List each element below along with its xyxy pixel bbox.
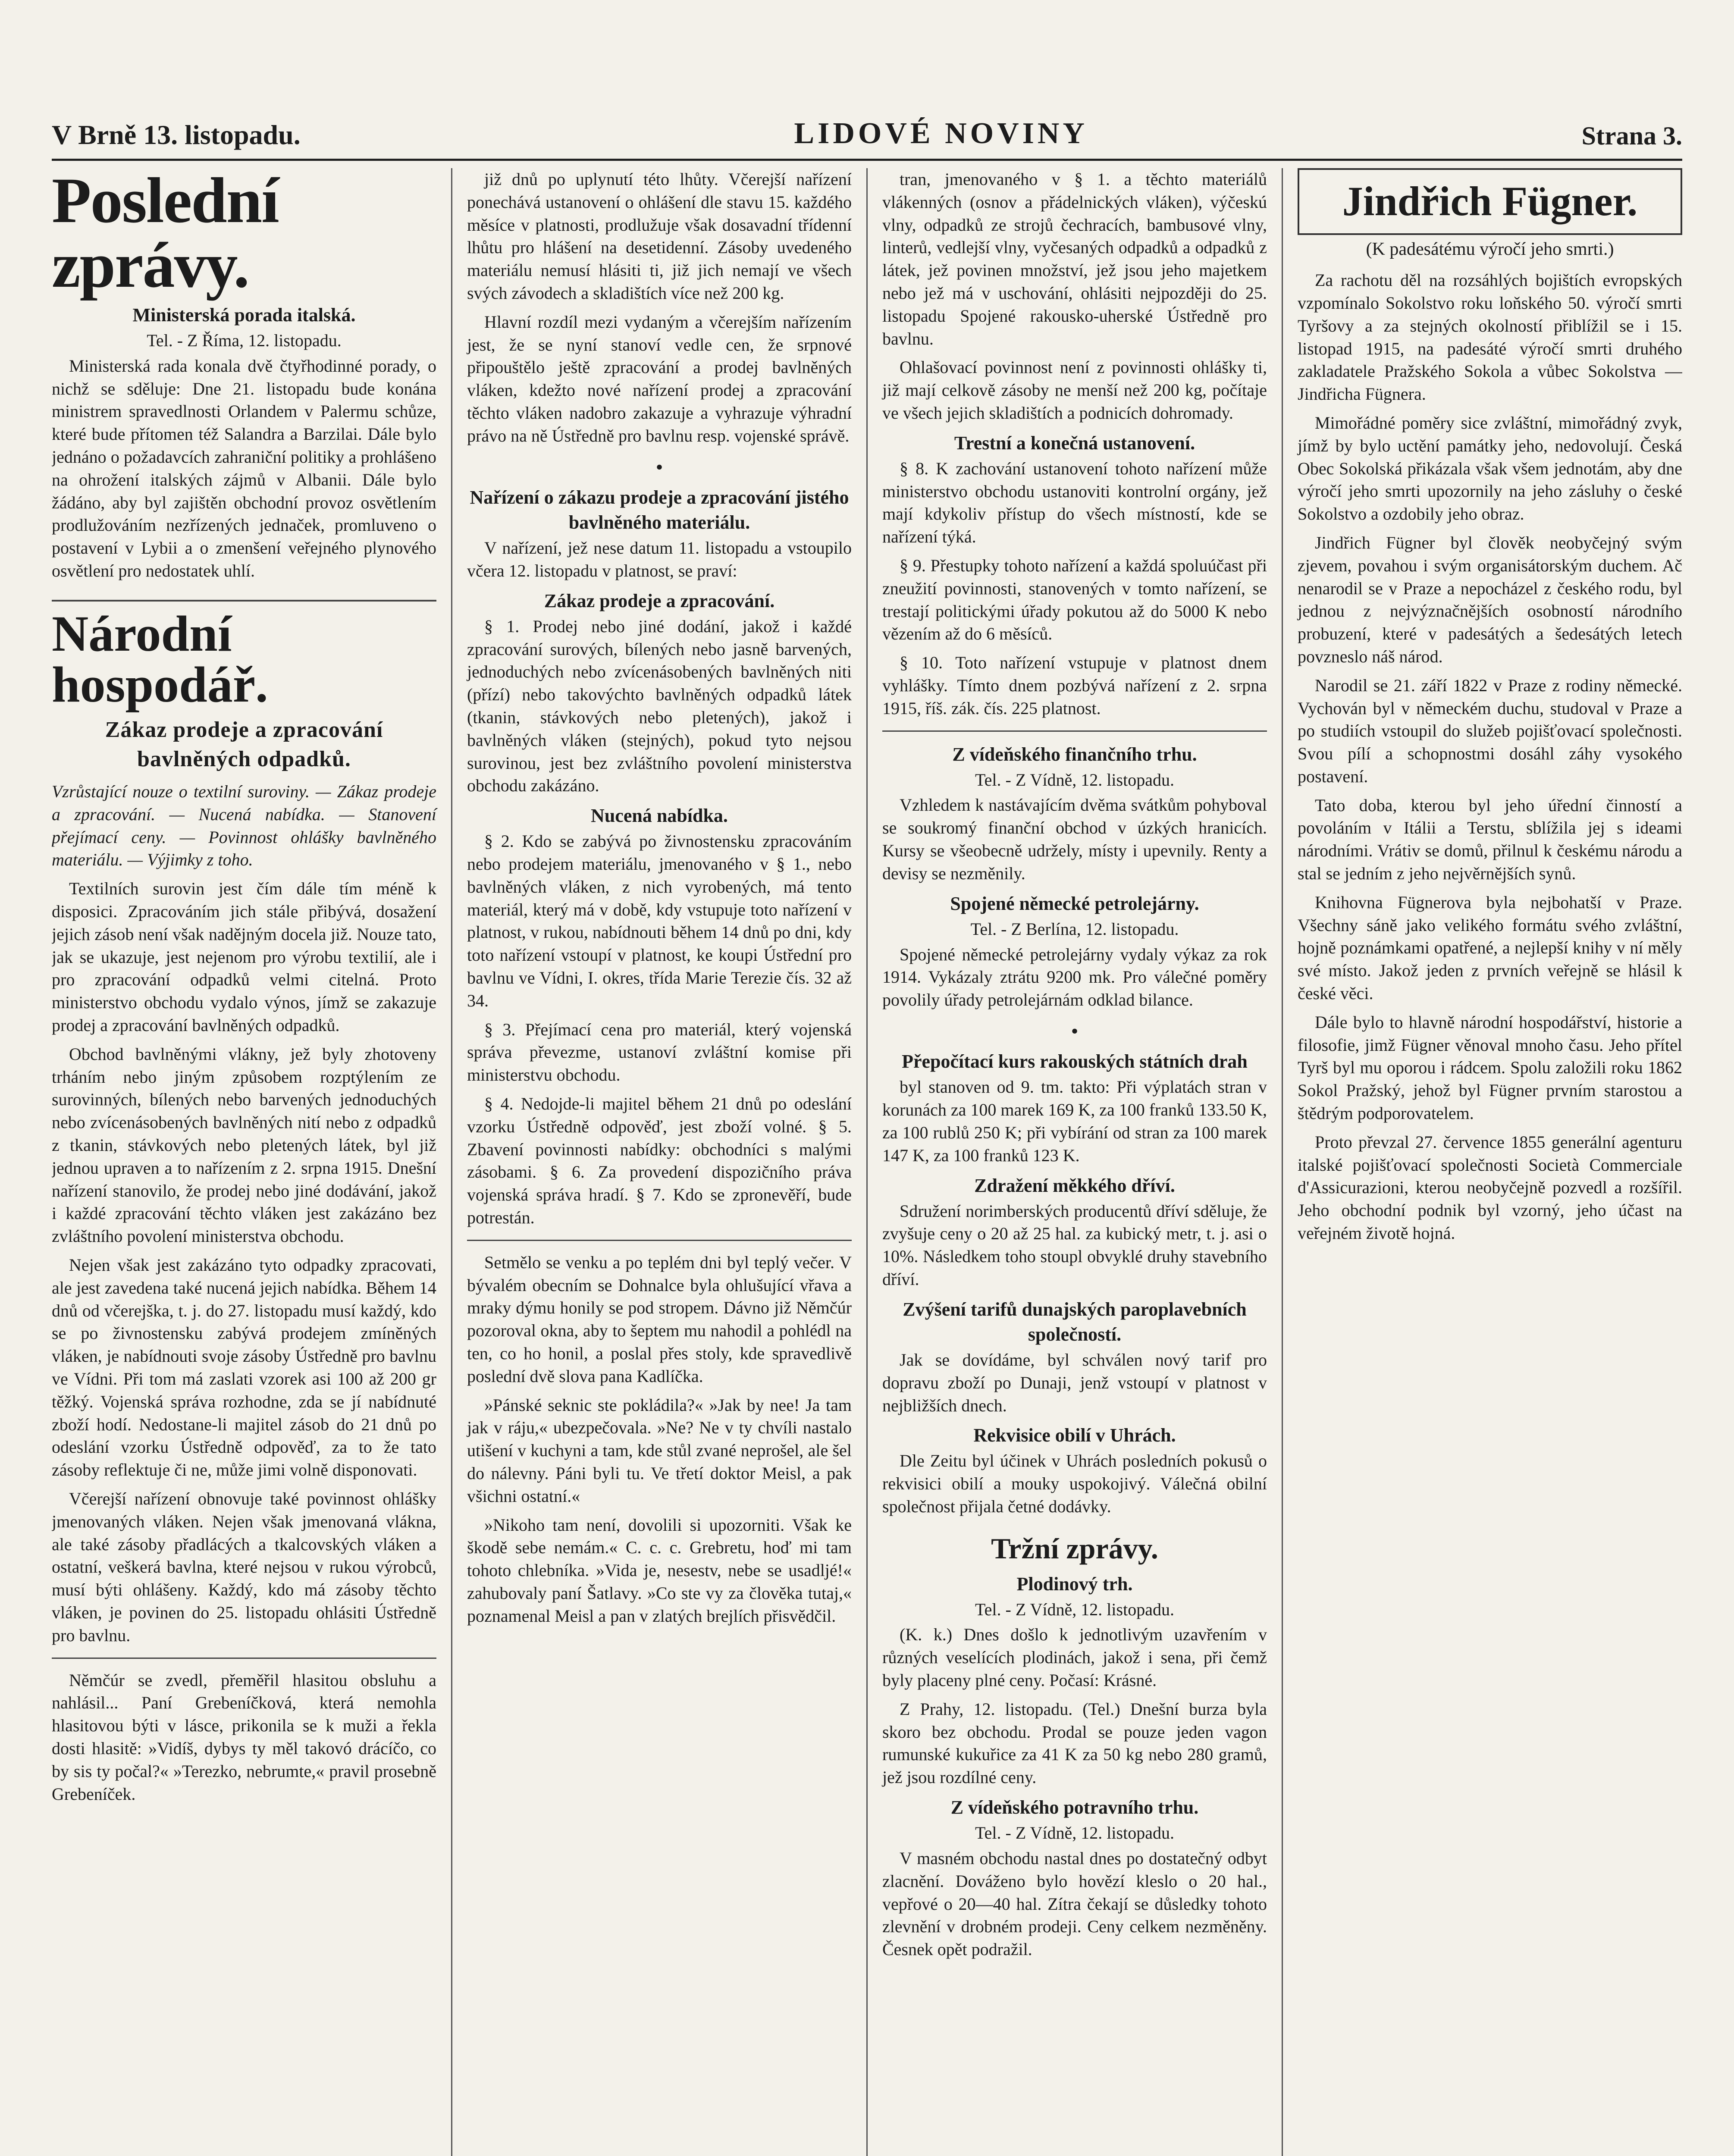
news-heading: Zvýšení tarifů dunajských paroplavebních společností. <box>903 1298 1247 1345</box>
decree-subheading: Nucená nabídka. <box>591 805 728 827</box>
article-paragraph: Knihovna Fügnerova byla nejbohatší v Praze. Všechny sáně jako velikého formátu svého zvláštní, hojně poznámkami opatřené, a nejlepší knihy v ní měly své místo. Jakož jeden z prvních veřejně se hlásil k české věci. <box>1298 892 1682 1003</box>
separator-star-icon: • <box>1071 1019 1079 1043</box>
article-lead: Vzrůstající nouze o textilní suroviny. — Zákaz prodeje a zpracování. — Nucená nabídka. — Stanovení přejímací ceny. — Povinnost ohlášky bavlněného materiálu. — Výjimky z toho. <box>52 782 436 870</box>
article-paragraph: Tato doba, kterou byl jeho úřední činností a povoláním v Itálii a Terstu, sblížila jej s ideami národními. Vrátiv se domů, přilnul k českému národu a stal se jedním z jeho nejvěrnějších synů. <box>1298 795 1682 884</box>
article-paragraph: Obchod bavlněnými vlákny, jež byly zhotoveny trháním nebo jiným způsobem rozptýlením ze surovinných, bílených nebo barvených jednoduchých nebo zvícenásobených bavlněných nití nebo z odpadků z tkanin, stávkových nebo pletených látek, byl již jednou upraven a to nařízením z 2. srpna 1915. Dnešní nařízení stanovilo, že prodej nebo jiné dodávání, jakož i každé zpracování těchto vláken jest zakázáno bez zvláštního povolení ministerstva obchodu. <box>52 1044 436 1246</box>
article-title-cotton-ban: Zákaz prodeje a zpracování bavlněných odpadků. <box>105 717 383 772</box>
separator-star-icon: • <box>655 455 663 479</box>
dateline: Tel. - Z Vídně, 12. listopadu. <box>975 1823 1174 1843</box>
article-paragraph: Dle Zeitu byl účinek v Uhrách posledních pokusů o rekvisici obilí a mouky uspokojivý. Válečná obilní společnost přijala četné dodávky. <box>882 1451 1267 1517</box>
article-paragraph: § 9. Přestupky tohoto nařízení a každá spoluúčast při zneužití povinnosti, stanovených v tomto nařízení, se trestají politickými úřady pokutou až do 5000 K nebo vězením až do 6 měsíců. <box>882 556 1267 644</box>
news-heading: Z vídeňského potravního trhu. <box>950 1797 1199 1818</box>
news-heading: Rekvisice obilí v Uhrách. <box>973 1425 1176 1446</box>
divider <box>467 1240 852 1241</box>
article-paragraph: § 10. Toto nařízení vstupuje v platnost dnem vyhlášky. Tímto dnem pozbývá nařízení z 2. srpna 1915, říš. zák. čís. 225 platnost. <box>882 653 1267 718</box>
decree-subheading: Trestní a konečná ustanovení. <box>954 432 1195 454</box>
news-heading: Z vídeňského finančního trhu. <box>952 743 1197 765</box>
article-paragraph: Nejen však jest zakázáno tyto odpadky zpracovati, ale jest zavedena také nucená jejich nabídka. Během 14 dnů od včerejška, t. j. do 27. listopadu musí každý, kdo se po živnostensku zabývá prodejem zmíněných vláken, je nabídnouti svoje zásoby Ústředně pro bavlnu ve Vídni. Při tom má zaslati vzorek asi 100 až 200 gr těžký. Vojenská správa rozhodne, zda se jí nabídnuté zboží hodí. Nedostane-li majitel zásob do 21 dnů po odeslání vzorku Ústředně odpověď, za to že tato zásoby reflektuje či ne, může jimi volně disponovati. <box>52 1255 436 1480</box>
article-paragraph: Jindřich Fügner byl člověk neobyčejný svým zjevem, povahou i svým organisátorským duchem. Ač nenarodil se v Praze a nepocházel z českého rodu, byl jednou z nejvýznačnějších osobností národního probuzení, které v padesátých a šedesátých letech povzneslo náš národ. <box>1298 533 1682 666</box>
subheading-anniversary: (K padesátému výročí jeho smrti.) <box>1366 239 1614 259</box>
article-paragraph: Spojené německé petrolejárny vydaly výkaz za rok 1914. Vykázaly ztrátu 9200 mk. Pro válečné poměry povolily úřady petrolejárnám odklad bilance. <box>882 944 1267 1010</box>
feuilleton-paragraph: Němčúr se zvedl, přeměřil hlasitou obsluhu a nahlásil... Paní Grebeníčková, která nemohla hlasitovou býti v lásce, prikonila se k muži a řekla dosti hlasitě: »Vidíš, dybys ty měl takovó drácíčo, co by sis ty počal?« »Terezko, nebrumte,« pravil prosebně Grebeníček. <box>52 1670 436 1804</box>
article-paragraph: Proto převzal 27. července 1855 generální agenturu italské pojišťovací společnosti Società Commerciale d'Assicurazioni, kterou neobyčejně pozvedl a rozšířil. Jeho obchodní podnik byl vzorný, jeho účast na veřejném životě hojná. <box>1298 1132 1682 1243</box>
article-paragraph: Jak se dovídáme, byl schválen nový tarif pro dopravu zboží po Dunaji, jenž vstoupí v platnost v nejbližších dnech. <box>882 1350 1267 1415</box>
article-paragraph: Narodil se 21. září 1822 v Praze z rodiny německé. Vychován byl v německém duchu, studoval v Praze a po studiích vstoupil do služeb pojišťovací společnosti. Svou pílí a schopnostmi dosáhl záhy vysokého postavení. <box>1298 675 1682 786</box>
news-heading: Přepočítací kurs rakouských státních drah <box>902 1051 1248 1072</box>
article-paragraph: Hlavní rozdíl mezi vydaným a včerejším nařízením jest, že se nyní stanoví vedle cen, že srpnové připouštělo ještě zpracování a prodej bavlněných vláken, kdežto nové nařízení prodej a zpracování těchto vláken nadobro zakazuje a vyhrazuje výhradní právo na ně Ústředně pro bavlnu resp. vojenské správě. <box>467 312 852 445</box>
column-1 <box>52 168 452 2156</box>
column-3 <box>868 168 1283 2156</box>
article-paragraph: § 8. K zachování ustanovení tohoto nařízení může ministerstvo obchodu ustanoviti kontrolní orgány, jež mají kdykoliv přístup do všech místností, kde se nařízení týká. <box>882 458 1267 547</box>
masthead-page-number: Strana 3. <box>1581 122 1682 150</box>
news-heading: Plodinový trh. <box>1016 1573 1133 1595</box>
dateline: Tel. - Z Říma, 12. listopadu. <box>147 331 342 351</box>
dateline: Tel. - Z Vídně, 12. listopadu. <box>975 770 1174 790</box>
article-paragraph: Včerejší nařízení obnovuje také povinnost ohlášky jmenovaných vláken. Nejen však jmenovaná vlákna, ale také zásoby přadlácých a tkalcovských vláken a ostatní, veškerá bavlna, které nejsou v rukou výrobců, musí býti ohlášeny. Každý, kdo má zásoby těchto vláken, je povinen do 25. listopadu ohlásiti Ústředně pro bavlnu. <box>52 1489 436 1645</box>
dateline: Tel. - Z Berlína, 12. listopadu. <box>970 919 1179 939</box>
masthead <box>52 112 1682 161</box>
decree-title: Nařízení o zákazu prodeje a zpracování jistého bavlněného materiálu. <box>470 486 849 533</box>
article-paragraph: Textilních surovin jest čím dále tím méně k disposici. Zpracováním jich stále přibývá, dosažení jejich zásob není však nadějným docela již. Nouze tato, jak se ukazuje, jest nejenom pro výrobu textilií, ale i pro zpracování odpadků velmi citelná. Proto ministerstvo obchodu vydalo výnos, jímž se zakazuje prodej a zpracování bavlněných odpadků. <box>52 879 436 1035</box>
divider <box>52 1658 436 1659</box>
news-heading: Zdražení měkkého dříví. <box>974 1175 1175 1196</box>
heading-national-economist: Národní hospodář. <box>52 600 436 710</box>
column-2 <box>452 168 868 2156</box>
article-paragraph: V nařízení, jež nese datum 11. listopadu a vstoupilo včera 12. listopadu v platnost, se praví: <box>467 538 852 580</box>
columns <box>52 168 1682 2156</box>
feuilleton-paragraph: »Nikoho tam není, dovolili si upozorniti. Však ke škodě sebe nemám.« C. c. c. Grebretu, hoď mi tam tohoto chlebníka. »Vida je, nesestv, nebe se usadljé!« zahubovaly paní Šatlavy. »Co ste vy za člověka tutaj,« poznamenal Meisl a pan v zlatých brejlích přisvědčil. <box>467 1515 852 1626</box>
article-paragraph: § 3. Přejímací cena pro materiál, který vojenská správa převezme, ustanoví zvláštní komise při ministerstvu obchodu. <box>467 1019 852 1085</box>
article-paragraph: § 2. Kdo se zabývá po živnostensku zpracováním nebo prodejem materiálu, jmenovaného v § 1., nebo bavlněných vláken, z nich vyrobených, má tento materiál, který má v době, kdy vstupuje toto nařízení v platnost, v rukou, nabídnouti během 14 dnů po dni, kdy toto nařízení vstoupí v platnost, ke koupi Ústřední pro bavlnu ve Vídni, I. okres, třída Marie Terezie čís. 32 až 34. <box>467 831 852 1010</box>
article-paragraph: tran, jmenovaného v § 1. a těchto materiálů vlákenných (osnov a přádelnických vláken), výčeskú vlny, odpadků ze strojů čechracích, bambusové vlny, linterů, vedlejší vlny, vyčesaných odpadků a odpadků z látek, jež povinen množství, jež jsou jeho majetkem nebo jež má v uschování, ohlásiti nejpozději do 25. listopadu Spojené rakousko-uherské Ústředně pro bavlnu. <box>882 169 1267 348</box>
article-paragraph: Ohlašovací povinnost není z povinnosti ohlášky ti, již mají celkově zásoby ne menší než 200 kg, počítaje ve všech jejich skladištích a podnicích dohromady. <box>882 357 1267 423</box>
heading-market-reports: Tržní zprávy. <box>991 1532 1158 1565</box>
article-paragraph: Sdružení norimberských producentů dříví sděluje, že zvyšuje ceny o 20 až 25 hal. za kubický metr, t. j. asi o 10%. Následkem toho stoupl obvyklé druhy stavebního dříví. <box>882 1201 1267 1289</box>
article-paragraph: Za rachotu děl na rozsáhlých bojištích evropských vzpomínalo Sokolstvo roku loňského 50. výročí smrti Tyršovy a za stejných okolností přiblížil se i 15. listopad 1915, na padesáté výročí smrti druhého zakladatele Pražského Sokola a vůbec Sokolstva — Jindřicha Fügnera. <box>1298 270 1682 404</box>
feuilleton-paragraph: »Pánské seknic ste pokládila?« »Jak by nee! Ja tam jak v ráju,« ubezpečovala. »Ne? Ne v ty chvíli nastalo utišení v kuchyni a tam, kde stůl zvané neprošel, ale šel do nálevny. Páni byli tu. Ve třetí doktor Meisl, a pak všichni ostatní.« <box>467 1395 852 1506</box>
article-paragraph: již dnů po uplynutí této lhůty. Včerejší nařízení ponechává ustanovení o ohlášení dle stavu 15. každého měsíce v platnosti, prodlužuje však dosavadní třídenní lhůtu pro hlášení na desetidenní. Zásoby uvedeného materiálu nemusí hlásiti ti, již jich nemají ve všech svých závodech a skladištích více než 200 kg. <box>467 169 852 303</box>
dateline: Tel. - Z Vídně, 12. listopadu. <box>975 1599 1174 1619</box>
article-paragraph: Z Prahy, 12. listopadu. (Tel.) Dnešní burza byla skoro bez obchodu. Prodal se pouze jeden vagon rumunské kukuřice za 41 K za 50 kg nebo 280 gramů, jež jsou rozdílné ceny. <box>882 1699 1267 1787</box>
article-paragraph: § 1. Prodej nebo jiné dodání, jakož i každé zpracování surových, bílených nebo jasně barvených, jednoduchých nebo zvícenásobených bavlněných niti (přízí) nebo takovýchto bavlněných odpadků látek (tkanin, stávkových nebo pletených), jakož i bavlněných vláken (stejných), pokud tyto nejsou surovinou, jest bez zvláštního povolení ministerstva obchodu zakázáno. <box>467 616 852 796</box>
article-paragraph: Ministerská rada konala dvě čtyřhodinné porady, o nichž se sděluje: Dne 21. listopadu bude konána ministrem spravedlnosti Orlandem v Palermu schůze, které bude přítomen též Salandra a Barzilai. Dále bylo jednáno o požadavcích zahraniční politiky a prohlášeno na ohrožení italských zájmů v Albanii. Dále bylo žádáno, aby byl zajištěn obchodní provoz osvětlením prodlužováním nezřízených jednaček, promluveno o postavení v Lybii a o zmenšení veřejného plynového osvětlení pro nedostatek uhlí. <box>52 356 436 581</box>
news-heading: Spojené německé petrolejárny. <box>950 893 1199 914</box>
heading-jindrich-fugner: Jindřich Fügner. <box>1298 168 1682 235</box>
decree-subheading: Zákaz prodeje a zpracování. <box>544 590 775 611</box>
heading-latest-news: Poslední zprávy. <box>52 168 279 301</box>
article-paragraph: Dále bylo to hlavně národní hospodářství, historie a filosofie, jimž Fügner věnoval mnoho času. Jeho přítel Tyrš byl mu oporou i rádcem. Spolu založili roku 1862 Sokol Pražský, jehož byl Fügner prvním starostou a štědrým podporovatelem. <box>1298 1012 1682 1123</box>
divider <box>882 730 1267 732</box>
article-paragraph: Mimořádné poměry sice zvláštní, mimořádný zvyk, jímž by bylo uctění památky jeho, nedovolují. Česká Obec Sokolská přikázala však všem jednotám, aby dne výročí jeho smrti upozornily na jeho zásluhy o české Sokolstvo a ozdobily jeho obraz. <box>1298 413 1682 524</box>
feuilleton-paragraph: Setmělo se venku a po teplém dni byl teplý večer. V bývalém obecním se Dohnalce byla ohlušující vřava a mraky dýmu honily se pod stropem. Dávno již Němčúr pozoroval okna, aby to šeptem mu nahodil a pohlédl na ten, co ho honil, a poslal přes stoly, kde spravedlivě poslední dvě slova pana Kadlíčka. <box>467 1252 852 1386</box>
article-paragraph: (K. k.) Dnes došlo k jednotlivým uzavřením v různých veselících plodinách, jakož i sena, při čemž byly placeny plné ceny. Počasí: Krásné. <box>882 1625 1267 1690</box>
article-paragraph: byl stanoven od 9. tm. takto: Při výplatách stran v korunách za 100 marek 169 K, za 100 franků 133.50 K, za 100 rublů 250 K; při vybírání od stran za 100 marek 147 K, za 100 franků 123 K. <box>882 1077 1267 1165</box>
article-paragraph: V masném obchodu nastal dnes po dostatečný odbyt zlacnění. Dováženo bylo hovězí kleslo o 20 hal., vepřové o 20—40 hal. Zítra čekají se důsledky tohoto zlevnění v drobném prodeji. Ceny celkem nezměněny. Česnek opět podražil. <box>882 1848 1267 1959</box>
masthead-date: V Brně 13. listopadu. <box>52 119 301 150</box>
column-4 <box>1283 168 1682 2156</box>
article-title-italian-council: Ministerská porada italská. <box>132 304 356 326</box>
article-paragraph: § 4. Nedojde-li majitel během 21 dnů po odeslání vzorku Ústředně odpověď, jest zboží volné. § 5. Zbavení povinnosti nabídky: obchodníci s malými zásobami. § 6. Za provedení dispozičního práva vojenská správa hradí. § 7. Kdo se zpronevěří, bude potrestán. <box>467 1094 852 1227</box>
article-paragraph: Vzhledem k nastávajícím dvěma svátkům pohyboval se soukromý finanční obchod v úzkých hranicích. Kursy se všeobecně udržely, místy i upevnily. Renty a devisy se nezměnily. <box>882 795 1267 883</box>
masthead-paper-title: LIDOVÉ NOVINY <box>794 117 1088 150</box>
